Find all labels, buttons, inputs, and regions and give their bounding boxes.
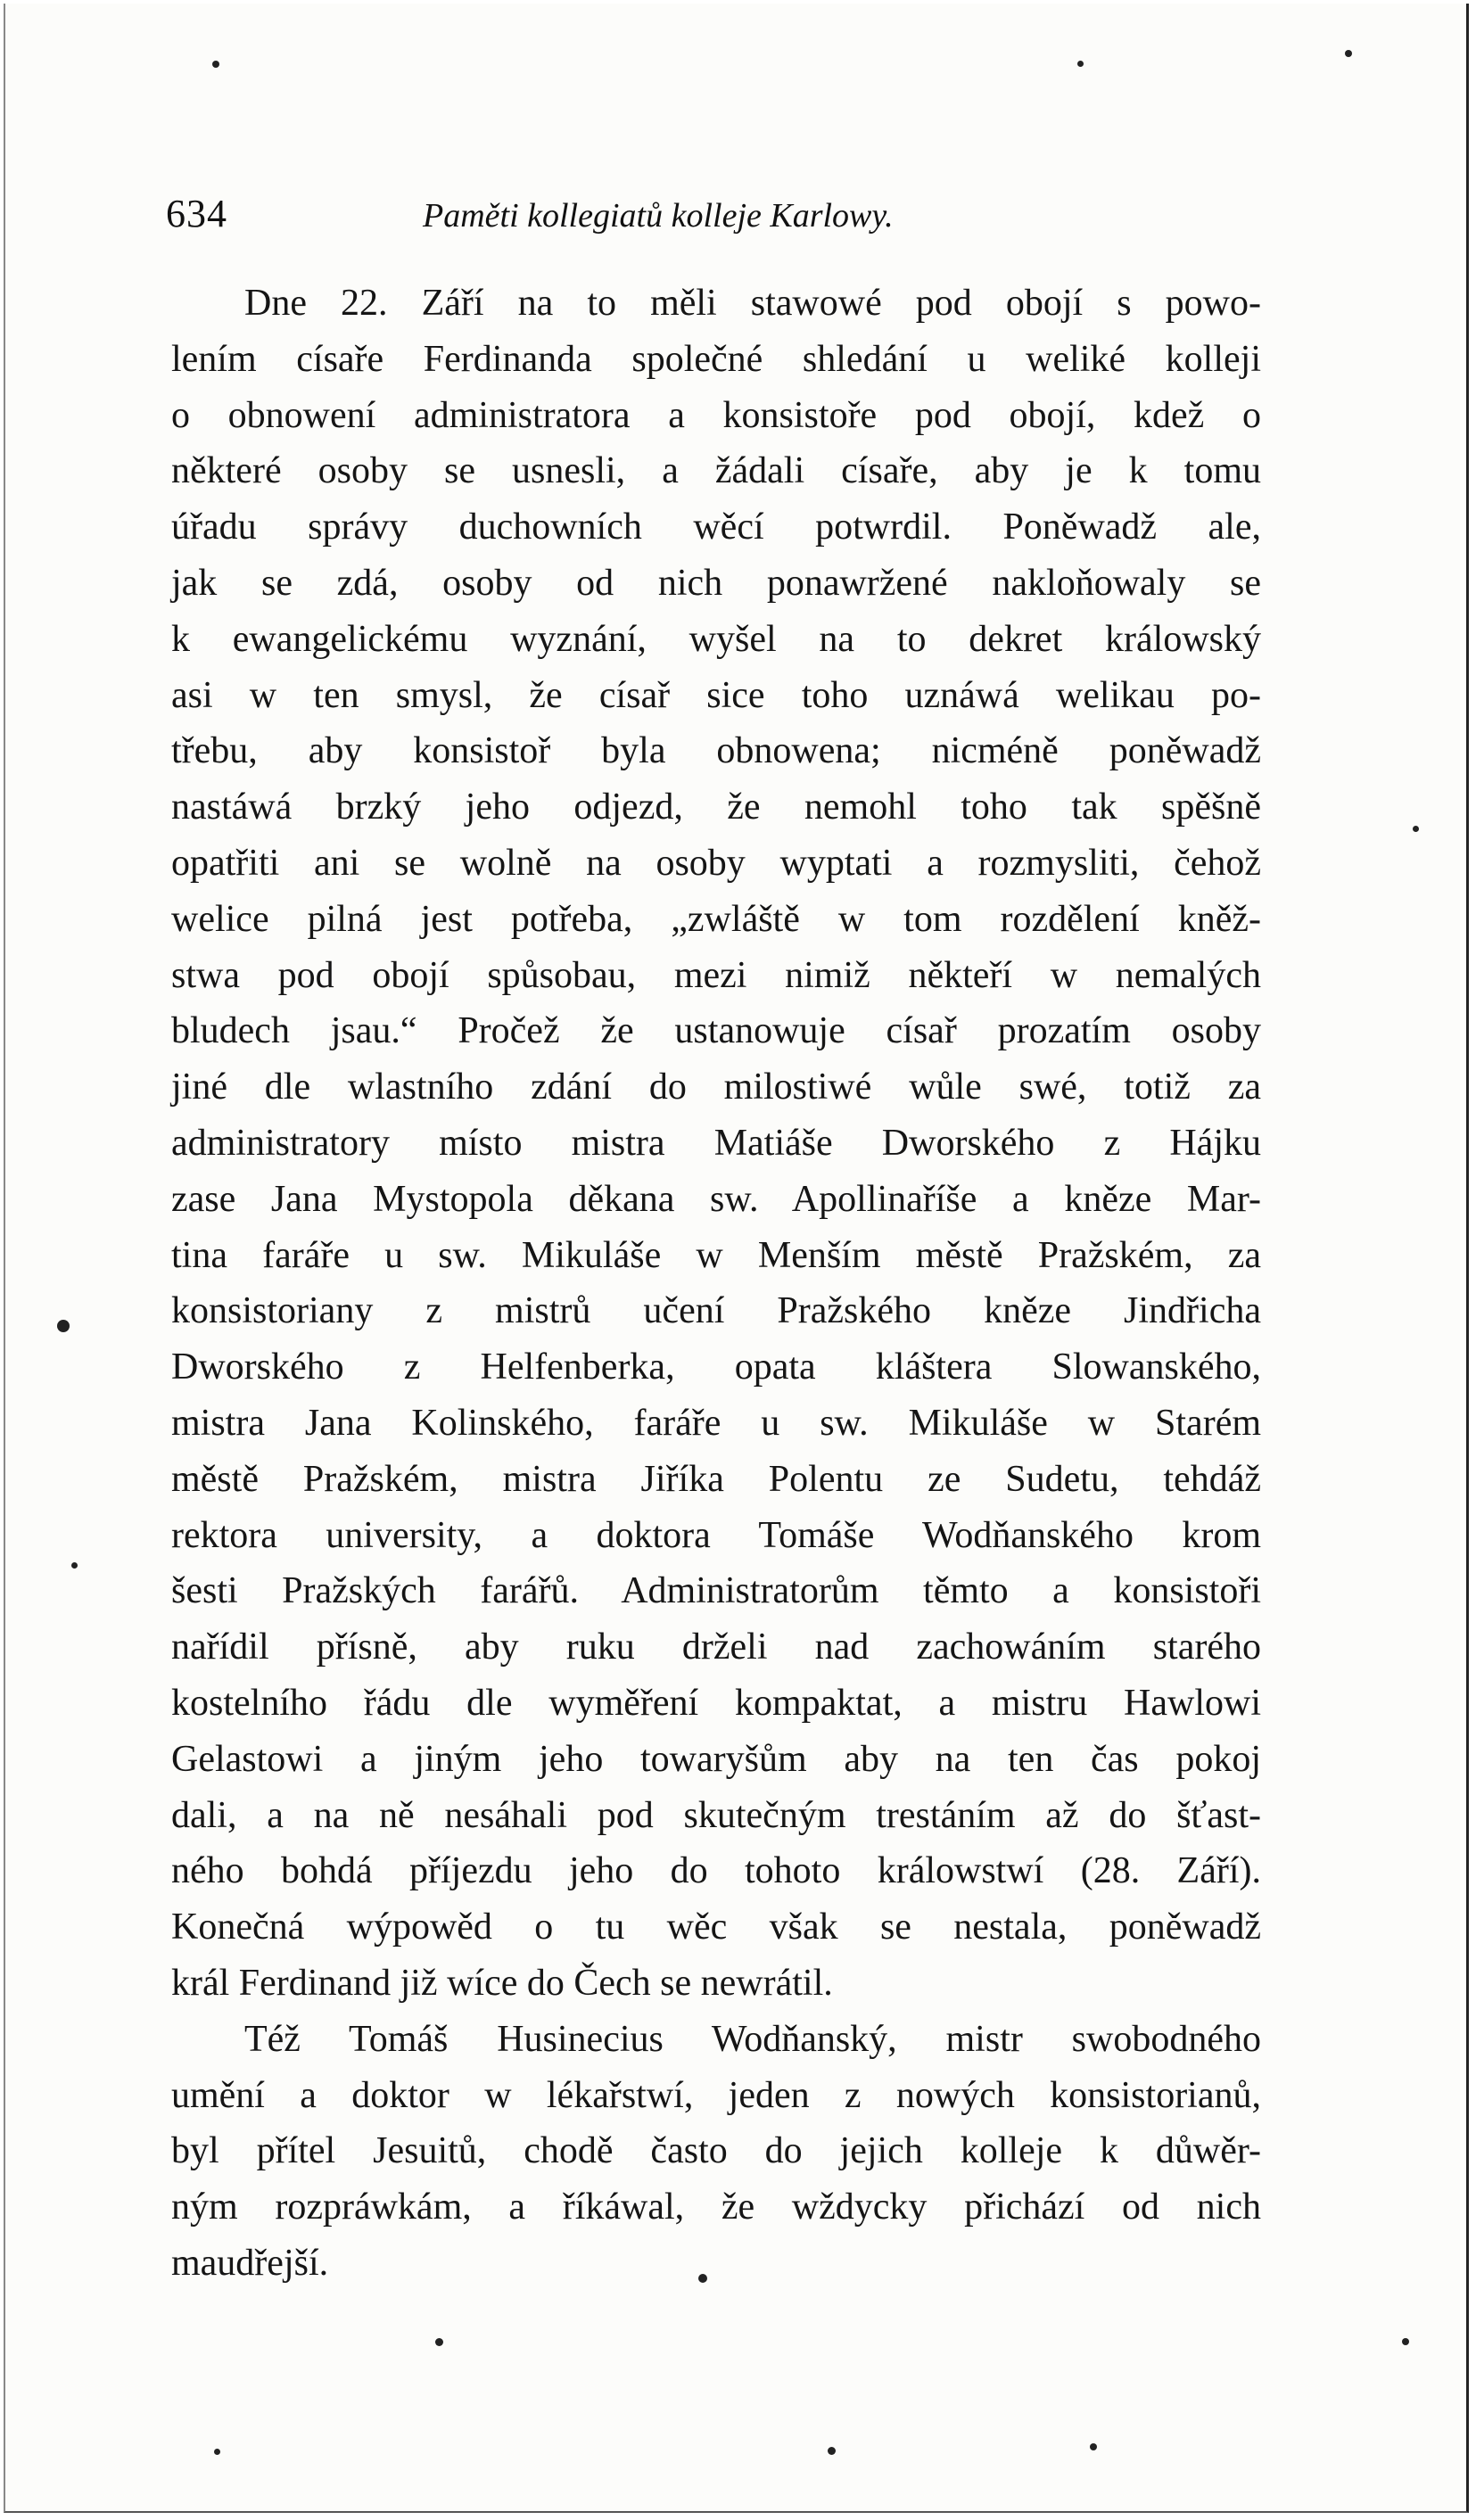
paragraph (171, 2012, 1261, 2292)
text-line: o obnowení administratora a konsistoře pod obojí, kdež o (171, 394, 1261, 436)
text-line: některé osoby se usnesli, a žádali císaře, aby je k tomu (171, 450, 1261, 492)
text-line: konsistoriany z mistrů učení Pražského kněze Jindřicha (171, 1290, 1261, 1332)
text-line: byl přítel Jesuitů, chodě často do jejich kolleje k důwěr- (171, 2130, 1261, 2172)
text-line: nařídil přísně, aby ruku drželi nad zachowáním starého (171, 1626, 1261, 1668)
scanned-page (4, 4, 1469, 2513)
running-title: Paměti kollegiatů kolleje Karlowy. (423, 197, 894, 235)
text-line: stwa pod obojí spůsobau, mezi nimiž někteří w nemalých (171, 954, 1261, 996)
text-line: welice pilná jest potřeba, „zwláště w tom rozdělení kněž- (171, 898, 1261, 940)
text-line: ného bohdá příjezdu jeho do tohoto králowstwí (28. Září). (171, 1850, 1261, 1892)
text-line: bludech jsau.“ Pročež že ustanowuje císař prozatím osoby (171, 1010, 1261, 1052)
text-line: městě Pražském, mistra Jiříka Polentu ze Sudetu, tehdáž (171, 1458, 1261, 1500)
scan-speck (698, 2274, 707, 2283)
text-line: k ewangelickému wyznání, wyšel na to dekret králowský (171, 618, 1261, 660)
text-line: Gelastowi a jiným jeho towaryšům aby na ten čas pokoj (171, 1738, 1261, 1780)
text-line: ným rozpráwkám, a říkáwal, že wždycky přichází od nich (171, 2186, 1261, 2228)
text-line: Dworského z Helfenberka, opata kláštera Slowanského, (171, 1346, 1261, 1388)
page-header (166, 191, 1294, 244)
text-line: maudřejší. (171, 2242, 329, 2284)
scan-speck (212, 61, 219, 68)
scan-speck (435, 2338, 443, 2346)
scan-speck (71, 1562, 78, 1569)
text-line: mistra Jana Kolinského, faráře u sw. Mikuláše w Starém (171, 1402, 1261, 1444)
text-line: zase Jana Mystopola děkana sw. Apollinaříše a kněze Mar- (171, 1178, 1261, 1220)
text-line: král Ferdinand již wíce do Čech se newrátil. (171, 1962, 833, 2004)
text-line: třebu, aby konsistoř byla obnowena; nicméně poněwadž (171, 730, 1261, 772)
scan-speck (1090, 2443, 1097, 2450)
page-number: 634 (166, 192, 227, 235)
text-line: umění a doktor w lékařstwí, jeden z nowých konsistorianů, (171, 2074, 1261, 2116)
scan-speck (1077, 61, 1084, 67)
text-line: nastáwá brzký jeho odjezd, že nemohl toho tak spěšně (171, 786, 1261, 828)
text-line: kostelního řádu dle wyměření kompaktat, a mistru Hawlowi (171, 1682, 1261, 1724)
text-line: rektora university, a doktora Tomáše Wodňanského krom (171, 1514, 1261, 1556)
scan-speck (214, 2449, 220, 2455)
text-line: jak se zdá, osoby od nich ponawržené nakloňowaly se (171, 562, 1261, 604)
text-line: opatřiti ani se wolně na osoby wyptati a rozmysliti, čehož (171, 842, 1261, 884)
text-line: dali, a na ně nesáhali pod skutečným trestáním až do šťast- (171, 1794, 1261, 1836)
text-line: Dne 22. Září na to měli stawowé pod obojí s powo- (244, 283, 1261, 324)
scan-speck (1413, 826, 1419, 832)
body-text (171, 276, 1261, 2292)
text-line: Též Tomáš Husinecius Wodňanský, mistr swobodného (244, 2018, 1261, 2060)
paragraph (171, 276, 1261, 2012)
text-line: tina faráře u sw. Mikuláše w Menším městě Pražském, za (171, 1234, 1261, 1276)
scan-speck (1402, 2338, 1409, 2345)
text-line: Konečná wýpowěd o tu wěc však se nestala, poněwadž (171, 1906, 1261, 1948)
text-line: administratory místo mistra Matiáše Dworského z Hájku (171, 1122, 1261, 1164)
text-line: úřadu správy duchowních wěcí potwrdil. Poněwadž ale, (171, 506, 1261, 548)
scan-speck (1345, 50, 1352, 57)
scan-speck (57, 1320, 70, 1332)
text-line: lením císaře Ferdinanda společné shledání u weliké kolleji (171, 338, 1261, 380)
text-line: asi w ten smysl, že císař sice toho uznáwá welikau po- (171, 674, 1261, 716)
text-line: šesti Pražských farářů. Administratorům těmto a konsistoři (171, 1570, 1261, 1612)
text-line: jiné dle wlastního zdání do milostiwé wůle swé, totiž za (171, 1066, 1261, 1108)
scan-speck (828, 2447, 836, 2455)
